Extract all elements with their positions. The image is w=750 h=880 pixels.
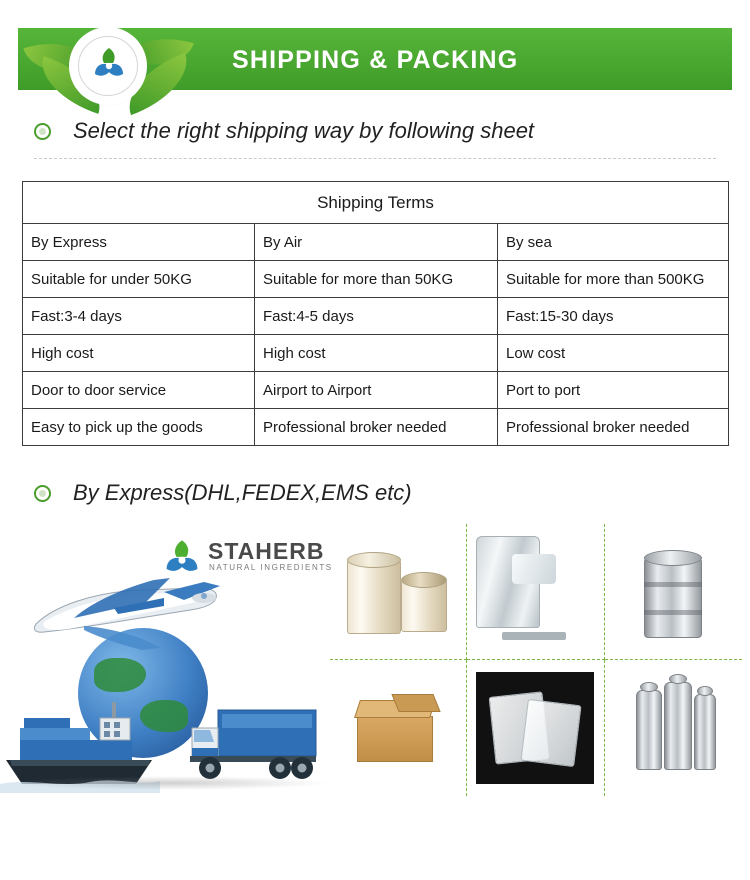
staherb-mark-icon (89, 44, 129, 84)
table-cell: Easy to pick up the goods (23, 409, 255, 446)
packing-item-carton-box (330, 660, 467, 796)
logo (24, 20, 194, 108)
packing-item-fiber-drum (330, 524, 467, 660)
section-title: Select the right shipping way by following sheet (73, 118, 535, 143)
shipping-terms-table-wrap (22, 181, 728, 446)
table-cell: Suitable for under 50KG (23, 261, 255, 298)
table-column-header: By Express (23, 224, 255, 261)
table-row-header (23, 224, 729, 261)
table-row (23, 335, 729, 372)
packing-photo-grid (330, 524, 742, 796)
circle-bullet-icon (34, 123, 51, 140)
shipping-terms-table (22, 181, 729, 446)
section-divider (34, 158, 716, 159)
page-header (0, 0, 750, 118)
table-column-header: By sea (498, 224, 729, 261)
section-heading-shipping-way (34, 118, 716, 144)
logistics-illustration (0, 520, 333, 790)
table-caption: Shipping Terms (23, 182, 729, 224)
circle-bullet-icon (34, 485, 51, 502)
table-cell: Suitable for more than 500KG (498, 261, 729, 298)
gallery (0, 520, 750, 810)
page-title: SHIPPING & PACKING (232, 46, 519, 74)
table-cell: Door to door service (23, 372, 255, 409)
cargo-truck-graphic (188, 688, 333, 788)
table-row (23, 409, 729, 446)
table-cell: Port to port (498, 372, 729, 409)
table-cell: Professional broker needed (498, 409, 729, 446)
table-column-header: By Air (255, 224, 498, 261)
table-cell: High cost (255, 335, 498, 372)
packing-item-clear-bags (467, 660, 604, 796)
table-cell: Fast:4-5 days (255, 298, 498, 335)
section-title: By Express(DHL,FEDEX,EMS etc) (73, 480, 412, 505)
table-row-caption (23, 182, 729, 224)
table-cell: Suitable for more than 50KG (255, 261, 498, 298)
table-cell: Low cost (498, 335, 729, 372)
airplane-graphic (14, 562, 229, 667)
table-row (23, 372, 729, 409)
ground-shadow (10, 776, 330, 790)
table-row (23, 261, 729, 298)
table-cell: Airport to Airport (255, 372, 498, 409)
table-row (23, 298, 729, 335)
section-heading-express (34, 480, 716, 506)
brand-tagline: NATURAL INGREDIENTS (209, 563, 333, 572)
table-cell: Professional broker needed (255, 409, 498, 446)
table-cell: Fast:3-4 days (23, 298, 255, 335)
packing-item-aluminium-bottles (605, 660, 742, 796)
packing-item-foil-pouch (467, 524, 604, 660)
table-cell: Fast:15-30 days (498, 298, 729, 335)
brand-name: STAHERB (208, 538, 325, 564)
table-cell: High cost (23, 335, 255, 372)
packing-item-steel-drum (605, 524, 742, 660)
